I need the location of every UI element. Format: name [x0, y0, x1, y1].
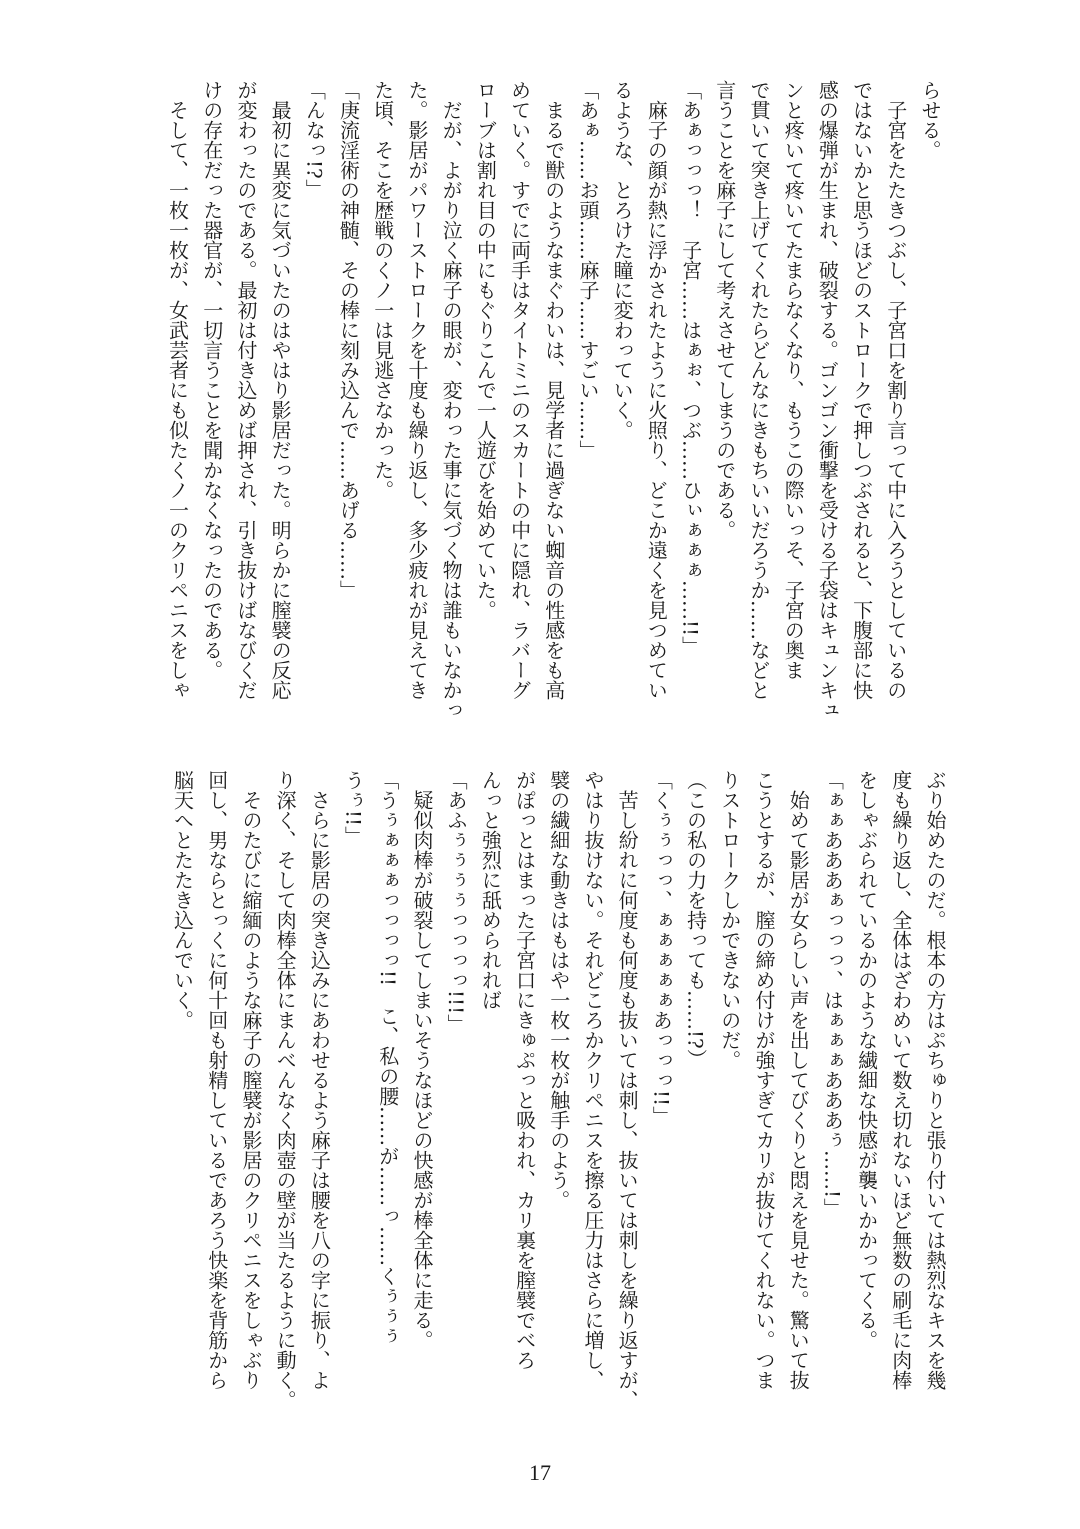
text-line: をしゃぶられているかのような繊細な快感が襲いかかってくる。 [854, 770, 879, 1350]
text-line: 「くぅぅっっ、ぁぁぁぁぁあっっっ!!」 [649, 770, 674, 1127]
text-line: 子宮をたたきつぶし、子宮口を割り言って中に入ろうとしているの [883, 80, 908, 700]
text-line: 「ぁぁあああぁっっっ、はぁぁぁあああぅ……!」 [820, 770, 845, 1219]
text-line: らせる。 [918, 80, 942, 160]
text-line: がぽっとはまった子宮口にきゅぷっと吸われ、カリ裏を膣襞でべろ [512, 770, 537, 1370]
text-line: 「あぁ……お頭……麻子……すごい……」 [575, 80, 600, 460]
page-number: 17 [529, 1460, 551, 1485]
text-line: が変わったのである。最初は付き込めば押され、引き抜けばなびくだ [233, 80, 258, 700]
text-line: ではないかと思うほどのストロークで押しつぶされると、下腹部に快 [849, 80, 874, 700]
text-line: うぅ!!」 [341, 770, 366, 847]
text-line: り深く、そして肉棒全体にまんべんなく肉壺の壁が当たるように動く。 [273, 770, 298, 1410]
text-line: ンと疼いて疼いてたまらなくなり、もうこの際いっそ、子宮の奥ま [781, 80, 806, 680]
text-line: た頃、そこを歴戦のくノ一は見逃さなかった。 [370, 80, 395, 500]
text-line: んっと強烈に舐められれば [478, 770, 503, 1010]
text-line: 疑似肉棒が破裂してしまいそうなほどの快感が棒全体に走る。 [409, 770, 434, 1350]
text-line: 感の爆弾が生まれ、破裂する。ゴンゴン衝撃を受ける子袋はキュンキュ [815, 80, 840, 720]
text-line: こうとするが、膣の締め付けが強すぎてカリが抜けてくれない。つま [751, 770, 776, 1390]
text-line: さらに影居の突き込みにあわせるよう麻子は腰を八の字に振り、よ [307, 770, 332, 1390]
text-line: た。影居がパワーストロークを十度も繰り返し、多少疲れが見えてき [404, 80, 429, 700]
text-line: で貫いて突き上げてくれたらどんなにきもちいいだろうか……などと [746, 80, 771, 700]
text-line: だが、よがり泣く麻子の眼が、変わった事に気づく物は誰もいなかっ [439, 80, 464, 720]
text-line: 回し、男ならとっくに何十回も射精しているであろう快楽を背筋から [204, 770, 229, 1390]
text-line: ローブは割れ目の中にもぐりこんで一人遊びを始めていた。 [473, 80, 498, 620]
text-line: （この私の力を持っても……!?） [683, 770, 708, 1069]
upper-text-block [160, 80, 947, 760]
text-line: 「あふぅぅぅぅっっっっ!!!」 [444, 770, 469, 1035]
text-line: まるで獣のようなまぐわいは、見学者に過ぎない蜘音の性感をも高 [541, 80, 566, 700]
text-line: 「庚流淫術の神髄、その棒に刻み込んで……あげる……」 [336, 80, 361, 600]
text-line: やはり抜けない。それどころかクリペニスを擦る圧力はさらに増し、 [580, 770, 605, 1390]
text-line: りストロークしかできないのだ。 [717, 770, 742, 1070]
text-line: 苦し紛れに何度も何度も抜いては刺し、抜いては刺しを繰り返すが、 [615, 770, 640, 1410]
text-line: 麻子の顔が熱に浮かされたように火照り、どこか遠くを見つめてい [644, 80, 669, 700]
text-line: 襞の繊細な動きはもはや一枚一枚が触手のよう。 [546, 770, 571, 1210]
text-line: 始めて影居が女らしい声を出してびくりと悶えを見せた。驚いて抜 [786, 770, 811, 1390]
text-line: 「うぅぁぁぁっっっっ!! こ、私の腰……が……っ……くぅぅぅ [375, 770, 400, 1347]
text-line: めていく。すでに両手はタイトミニのスカートの中に隠れ、ラバーグ [507, 80, 532, 700]
text-line: 最初に異変に気づいたのはやはり影居だった。明らかに膣襞の反応 [268, 80, 293, 700]
text-line: 「あぁっっっ！ 子宮……はぁぉ、つぶ……ひぃぁぁぁ……!!」 [678, 80, 703, 657]
text-line: 脳天へとたたき込んでいく。 [170, 770, 195, 1030]
text-line: 言うことを麻子にして考えさせてしまうのである。 [712, 80, 737, 540]
text-line: 度も繰り返し、全体はざわめいて数え切れないほど無数の刷毛に肉棒 [888, 770, 913, 1390]
text-line: そのたびに縮緬のような麻子の膣襞が影居のクリペニスをしゃぶり [238, 770, 263, 1390]
text-line: ぶり始めたのだ。根本の方はぷちゅりと張り付いては熱烈なキスを幾 [923, 770, 947, 1390]
lower-text-block [165, 770, 952, 1440]
text-line: 「んなっ!?」 [302, 80, 327, 199]
text-line: るような、とろけた瞳に変わっていく。 [610, 80, 635, 440]
text-line: けの存在だった器官が、一切言うことを聞かなくなったのである。 [199, 80, 224, 680]
text-line: そして、一枚一枚が、女武芸者にも似たくノ一のクリペニスをしゃ [165, 80, 190, 700]
